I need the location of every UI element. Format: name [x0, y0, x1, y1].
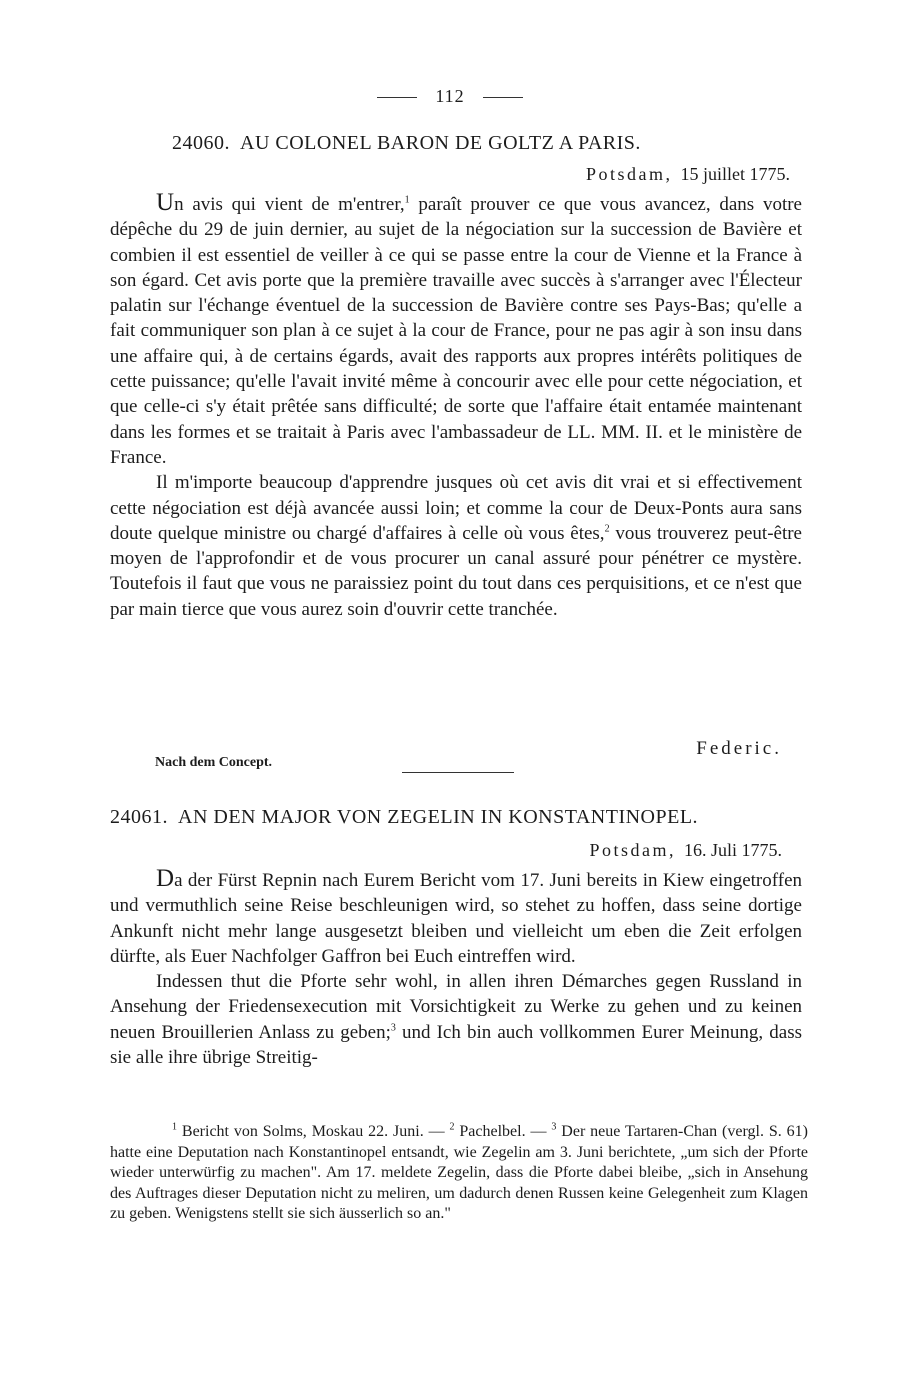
paragraph-text: vous trouverez peut-être moyen de l'approfondir et de vous procurer un canal assuré pour pénétrer ce mystère. Toutefois il faut que vous ne paraissiez point du tout dans ces perquisitions, et ce n'est que par main tierce que vous aurez soin d'ouvrir cette tranchée.	[110, 522, 802, 620]
footnote-2: Pachelbel. —	[454, 1123, 552, 1140]
footnote-ref: 2	[604, 523, 610, 535]
section-divider	[402, 772, 514, 773]
letter-dateline	[589, 840, 782, 861]
footnote-ref: 3	[390, 1022, 396, 1034]
letter-body	[110, 190, 802, 622]
letter-title: AU COLONEL BARON DE GOLTZ A PARIS.	[240, 132, 641, 154]
letter-date: 15 juillet 1775.	[680, 164, 790, 184]
letter-number: 24060.	[172, 132, 230, 154]
drop-initial: U	[156, 189, 175, 216]
paragraph	[110, 969, 802, 1070]
letter-date: 16. Juli 1775.	[683, 840, 782, 860]
footnote-ref: 1	[404, 194, 410, 206]
letter-body	[110, 866, 802, 1070]
paragraph-text: und Ich bin auch vollkommen Eurer Meinung, dass sie alle ihre übrige Streitig-	[110, 1021, 802, 1069]
paragraph-text: Indessen thut die Pforte sehr wohl, in allen ihren Démarches gegen Russland in Ansehung der Friedensexecution mit Vorsichtigkeit zu Werke zu gehen und zu keinen neuen Brouillerien Anlass zu geben;	[110, 971, 802, 1043]
paragraph-text: n avis qui vient de m'entrer,	[174, 194, 405, 215]
paragraph-text: paraît prouver ce que vous avancez, dans votre dépêche du 29 de juin dernier, au sujet de la négociation sur la succession de Bavière et combien il est essentiel de veiller à ce qui se passe entre la cour de Vienne et la France à son égard. Cet avis porte que la première travaille avec succès à s'arranger avec l'Électeur palatin sur l'échange éventuel de la succession de Bavière contre ses Pays-Bas; qu'elle a fait communiquer son plan à ce sujet à la cour de France, pour ne pas agir à son insu dans une affaire qui, à de certains égards, avait des rapports aux propres intérêts politiques de cette puissance; qu'elle l'avait invité même à concourir avec elle pour cette négociation, et que celle-ci s'y était prêtée sans difficulté; de sorte que l'affaire était entamée maintenant dans les formes et se traitait à Paris avec l'ambassadeur de LL. MM. II. et le ministère de France.	[110, 194, 802, 468]
letter-heading	[110, 806, 800, 829]
footnote-marker: 2	[449, 1121, 455, 1133]
drop-initial: D	[156, 865, 175, 892]
page-header	[0, 86, 900, 107]
footnotes	[110, 1122, 808, 1225]
footnote-1: Bericht von Solms, Moskau 22. Juni. —	[177, 1123, 450, 1140]
header-rule-right	[483, 97, 523, 98]
paragraph	[110, 866, 802, 969]
letter-number: 24061.	[110, 806, 168, 828]
footnote-marker: 3	[551, 1121, 557, 1133]
footnote-3: Der neue Tartaren-Chan (vergl. S. 61) hatte eine Deputation nach Konstantinopel entsandt, wie Zegelin am 3. Juni berichtete, „um sich der Pforte wieder unterwürfig zu machen". Am 17. meldete Zegelin, dass die Pforte dabei bleibe, „sich in Ansehung des Auftrages dieser Deputation nicht zu meliren, um dadurch denen Russen keine Gelegenheit zum Klagen zu geben. Wenigstens stellt sie sich äusserlich so an."	[110, 1123, 808, 1223]
letter-place: Potsdam,	[585, 164, 673, 184]
letter-place: Potsdam,	[589, 840, 676, 860]
paragraph-text: Il m'importe beaucoup d'apprendre jusques où cet avis dit vrai et si effectivement cette négociation est déjà avancée aussi loin; et comme la cour de Deux-Ponts aura sans doute quelque ministre ou chargé d'affaires à celle où vous êtes,	[110, 472, 802, 544]
header-rule-left	[377, 97, 417, 98]
letter-heading	[172, 132, 862, 155]
paragraph	[110, 470, 802, 622]
source-note: Nach dem Concept.	[155, 755, 273, 770]
letter-title: AN DEN MAJOR VON ZEGELIN IN KONSTANTINOPEL.	[178, 806, 699, 828]
footnote-text	[110, 1122, 808, 1225]
footnote-marker: 1	[172, 1121, 177, 1133]
paragraph	[110, 190, 802, 470]
signature: Federic.	[696, 738, 782, 759]
page-number: 112	[435, 86, 465, 106]
paragraph-text: a der Fürst Repnin nach Eurem Bericht vom 17. Juni bereits in Kiew eingetroffen und vermuthlich seine Reise beschleunigen wird, so stehet zu hoffen, dass seine dortige Ankunft nicht mehr lange ausgesetzt bleiben und vielleicht um eben die Zeit erfolgen dürfte, als Euer Nachfolger Gaffron bei Euch eintreffen wird.	[110, 870, 802, 967]
letter-dateline	[586, 164, 790, 185]
